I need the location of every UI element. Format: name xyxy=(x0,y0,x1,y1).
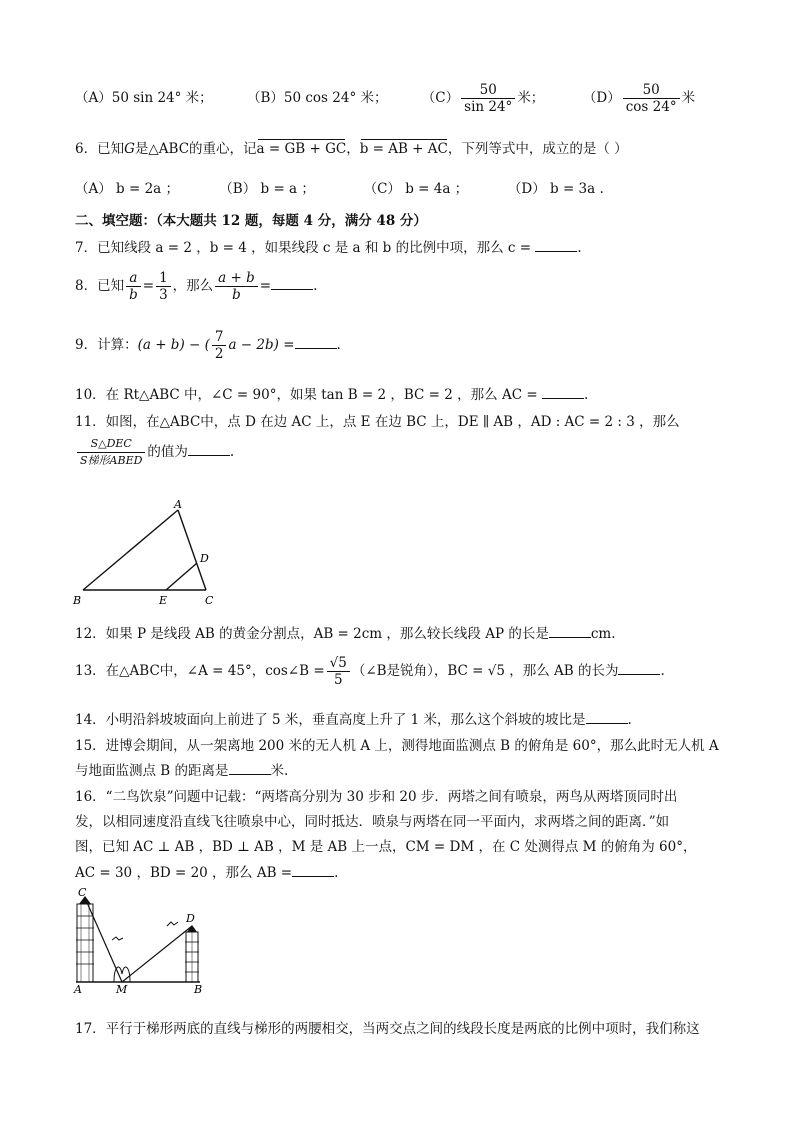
q13: 13．在△ABC中，∠A = 45°，cos∠B = $\frac{√5}{5}$ （∠B是锐角），BC = √5 ，那么 AB 的长为 . xyxy=(75,655,665,688)
answer-blank xyxy=(542,386,584,399)
label-c: C xyxy=(205,594,214,607)
segment-de xyxy=(166,563,197,590)
answer-blank xyxy=(618,662,660,675)
q7: 7．已知线段 a = 2 ，b = 4 ，如果线段 c 是 a 和 b 的比例中项，那么 c = . xyxy=(75,240,582,256)
answer-blank xyxy=(292,864,334,877)
bird-icon xyxy=(112,937,123,940)
q6-option-a: （A） b = 2a ； xyxy=(75,181,180,197)
q15-line2: 与地面监测点 B 的距离是 米. xyxy=(75,763,289,779)
answer-blank xyxy=(535,239,577,252)
label-a: A xyxy=(74,983,82,996)
q6-option-b: （B） b = a ； xyxy=(219,181,315,197)
q5-option-b: （B）50 cos 24° 米； xyxy=(246,90,388,106)
answer-blank xyxy=(188,443,230,456)
q16-towers-figure xyxy=(68,886,218,998)
q16-line3: 图，已知 AC ⊥ AB ，BD ⊥ AB ，M 是 AB 上一点，CM = DM ，在 C 处测得点 M 的俯角为 60°， xyxy=(75,839,697,855)
label-c: C xyxy=(78,886,87,899)
q6-stem: 6．已知G是△ABC的重心，记a = GB + GC，b = AB + AC，下列等式中，成立的是（ ） xyxy=(75,141,628,157)
q6-vector-b-eq: b = AB + AC xyxy=(359,141,448,157)
segment-dm xyxy=(122,926,192,982)
q16-line1: 16．“二鸟饮泉”问题中记载：“两塔高分别为 30 步和 20 步．两塔之间有喷泉，两鸟从两塔顶同时出 xyxy=(75,789,678,805)
label-b: B xyxy=(73,594,82,607)
q11-triangle-figure xyxy=(70,498,230,610)
q6-option-d: （D） b = 3a . xyxy=(507,181,604,197)
answer-blank xyxy=(586,711,628,724)
fountain-icon xyxy=(114,967,130,982)
label-b: B xyxy=(194,983,203,996)
q17-line1: 17．平行于梯形两底的直线与梯形的两腰相交，当两交点之间的线段长度是两底的比例中项时，我们称这 xyxy=(75,1021,700,1037)
q11-area-ratio: $\frac{\text{S△DEC}}{\text{S梯形ABED}}$ xyxy=(77,436,145,469)
left-tower xyxy=(76,896,94,982)
q5-option-a: （A）50 sin 24° 米； xyxy=(75,90,213,106)
q11-line1: 11．如图，在△ABC中，点 D 在边 AC 上，点 E 在边 BC 上，DE ∥ AB ，AD : AC = 2 : 3 ，那么 xyxy=(75,414,680,430)
q9: 9．计算：(a + b) − ( $\frac{7}{2}$ a − 2b) = . xyxy=(75,329,341,362)
label-a: A xyxy=(174,498,182,511)
q12: 12．如果 P 是线段 AB 的黄金分割点，AB = 2cm ，那么较长线段 AP 的长是 cm. xyxy=(75,626,616,642)
right-tower xyxy=(185,925,199,982)
section2-title: 二、填空题：（本大题共 12 题，每题 4 分，满分 48 分） xyxy=(75,213,427,229)
q5-c-fraction: $\frac{50}{\sin 24^\circ}$ xyxy=(461,82,515,115)
label-d: D xyxy=(186,912,195,925)
label-m: M xyxy=(116,983,128,996)
q10: 10．在 Rt△ABC 中，∠C = 90°，如果 tan B = 2 ，BC = 2 ，那么 AC = . xyxy=(75,387,589,403)
q16-line2: 发，以相同速度沿直线飞往喷泉中心，同时抵达．喷泉与两塔在同一平面内，求两塔之间的距离．”如 xyxy=(75,814,670,830)
q14: 14．小明沿斜坡坡面向上前进了 5 米，垂直高度上升了 1 米，那么这个斜坡的坡比是 . xyxy=(75,712,632,728)
answer-blank xyxy=(271,277,313,290)
side-ab xyxy=(83,510,178,590)
q6-option-c: （C） b = 4a ； xyxy=(363,181,469,197)
q5-option-c: （C） $\frac{50}{\sin 24^\circ}$ 米； xyxy=(421,82,545,115)
label-e: E xyxy=(159,594,168,607)
bird-icon xyxy=(167,922,178,926)
q16-line4: AC = 30 ，BD = 20 ，那么 AB = . xyxy=(75,865,339,881)
q8: 8．已知 $\frac{a}{b}$ = $\frac{1}{3}$ ，那么 $\frac{a + b}{b}$ = . xyxy=(75,270,318,303)
answer-blank xyxy=(549,625,591,638)
q11-line2: $\frac{\text{S△DEC}}{\text{S梯形ABED}}$ 的值为 . xyxy=(75,436,234,469)
answer-blank xyxy=(295,336,337,349)
q6-vector-a-eq: a = GB + GC xyxy=(256,141,347,157)
q5-d-fraction: $\frac{50}{\cos 24^\circ}$ xyxy=(623,82,680,115)
q15-line1: 15．进博会期间，从一架离地 200 米的无人机 A 上，测得地面监测点 B 的俯角是 60°，那么此时无人机 A xyxy=(75,738,719,754)
answer-blank xyxy=(229,762,271,775)
side-ac xyxy=(178,510,206,590)
label-d: D xyxy=(200,552,209,565)
q6-options xyxy=(75,177,604,197)
q5-option-d: （D） $\frac{50}{\cos 24^\circ}$ 米 xyxy=(582,82,696,115)
q5-options xyxy=(75,82,695,115)
